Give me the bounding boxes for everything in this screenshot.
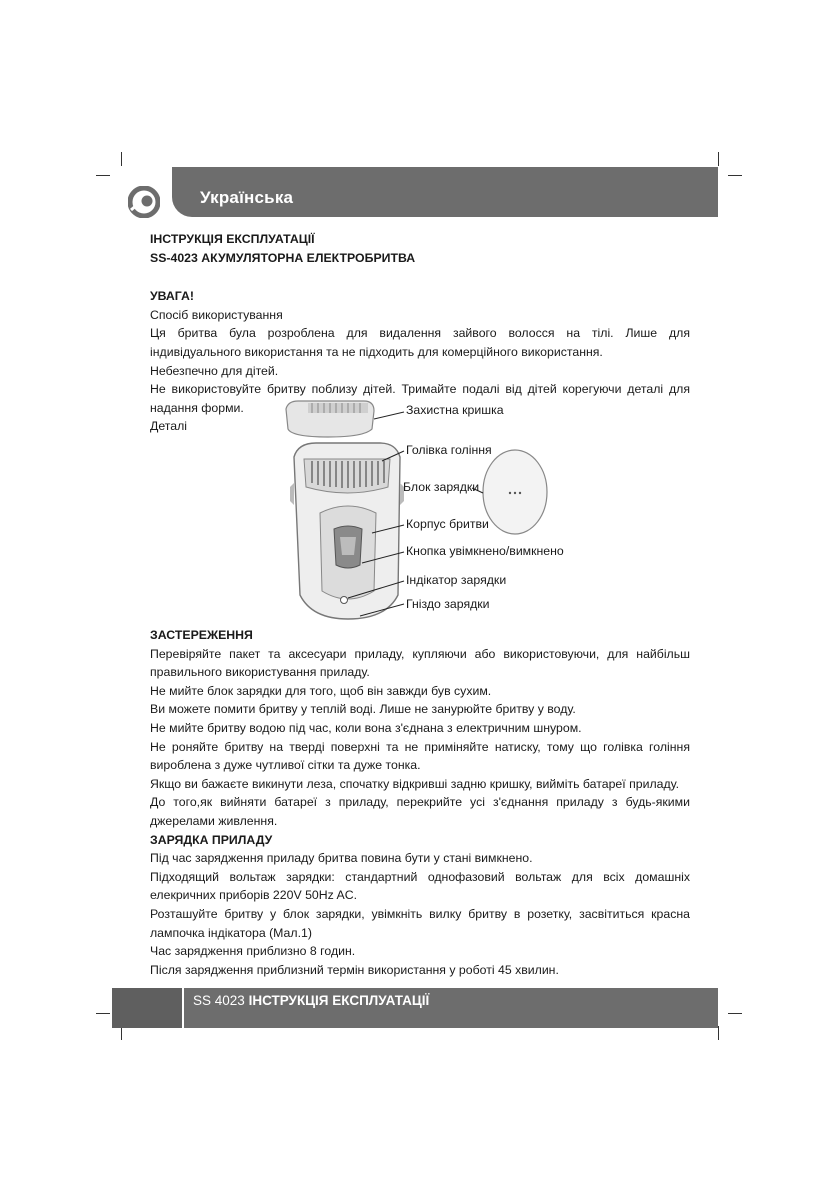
footer-title	[193, 993, 429, 1008]
charging-line: Підходящий вольтаж зарядки: стандартний однофазовий вольтаж для всіх домашніх елекричних приборів 220V 50Hz AC.	[150, 869, 690, 903]
warning-line: Не мийте блок зарядки для того, щоб він завжди був сухим.	[150, 683, 492, 698]
crop-mark	[121, 1026, 122, 1040]
footer-page-block	[112, 988, 182, 1028]
warning-line: До того,як вийняти батареї з приладу, перекрийте усі з'єднання приладу з будь-якими джерелами живлення.	[150, 795, 690, 828]
label-shaving-head: Голівка гоління	[406, 443, 492, 457]
instructions-body	[150, 626, 690, 979]
charging-line: Час зарядження приблизно 8 годин.	[150, 944, 356, 959]
footer-doc-title: ІНСТРУКЦІЯ ЕКСПЛУАТАЦІЇ	[248, 993, 430, 1008]
doc-title-line2: SS-4023 АКУМУЛЯТОРНА ЕЛЕКТРОБРИТВА	[150, 250, 416, 265]
crop-mark	[718, 1026, 719, 1040]
attention-heading: УВАГА!	[150, 289, 194, 304]
attention-line: Не використовуйте бритву поблизу дітей. Тримайте подалі від дітей корегуючи деталі для надання форми.	[150, 382, 690, 415]
charging-line: Під час зарядження приладу бритва повина бути у стані вимкнено.	[150, 851, 533, 866]
label-charging-base: Блок зарядки	[403, 480, 480, 494]
label-charge-socket: Гніздо зарядки	[406, 597, 490, 611]
protective-cover	[286, 401, 374, 437]
label-protective-cover: Захистна кришка	[406, 403, 504, 417]
warning-line: Перевіряйте пакет та аксесуари приладу, купляючи або використовуючи, для найбільш правильного використування приладу.	[150, 646, 690, 680]
charging-line: Після зарядження приблизний термін використання у роботі 45 хвилин.	[150, 962, 559, 977]
warning-line: Не мийте бритву водою під час, коли вона з'єднана з електричним шнуром.	[150, 720, 582, 735]
language-title: Українська	[200, 188, 294, 207]
footer-model: SS 4023	[193, 993, 245, 1008]
attention-line: Ця бритва була розроблена для видалення зайвого волосся на тілі. Лише для індивідуального використання та не підходить для комерційного використання.	[150, 326, 690, 359]
crop-mark	[96, 1013, 110, 1014]
warnings-heading: ЗАСТЕРЕЖЕННЯ	[150, 628, 253, 642]
shaver-diagram	[268, 395, 568, 627]
shaver-illustration	[268, 395, 568, 627]
crop-mark	[121, 152, 122, 166]
charging-base	[483, 450, 547, 534]
attention-line: Небезпечно для дітей.	[150, 363, 279, 378]
label-shaver-body: Корпус бритви	[406, 517, 489, 531]
crop-mark	[96, 175, 110, 176]
charging-line: Розташуйте бритву у блок зарядки, увімкніть вилку бритву в розетку, засвітиться красна лампочка індікатора (Мал.1)	[150, 906, 690, 940]
label-charge-indicator: Індікатор зарядки	[406, 573, 507, 587]
crop-mark	[728, 1013, 742, 1014]
doc-title-line1: ІНСТРУКЦІЯ ЕКСПЛУАТАЦІЇ	[150, 232, 315, 246]
warning-line: Не роняйте бритву на тверді поверхні та не приміняйте натиску, тому що голівка гоління вироблена з дуже чутливої сітки та дуже тонка.	[150, 739, 690, 773]
label-power-button: Кнопка увімкнено/вимкнено	[406, 544, 564, 558]
warning-line: Ви можете помити бритву у теплій воді. Лише не занурюйте бритву у воду.	[150, 702, 576, 717]
warning-line: Якщо ви бажаєте викинути леза, спочатку відкривші задню кришку, вийміть батареї приладу.	[150, 776, 679, 791]
brand-logo-icon	[128, 186, 160, 218]
attention-line: Спосіб використування	[150, 307, 283, 322]
crop-mark	[718, 152, 719, 166]
parts-label: Деталі	[150, 419, 187, 434]
crop-mark	[728, 175, 742, 176]
shaver-body	[290, 443, 404, 619]
charging-heading: ЗАРЯДКА ПРИЛАДУ	[150, 832, 273, 847]
